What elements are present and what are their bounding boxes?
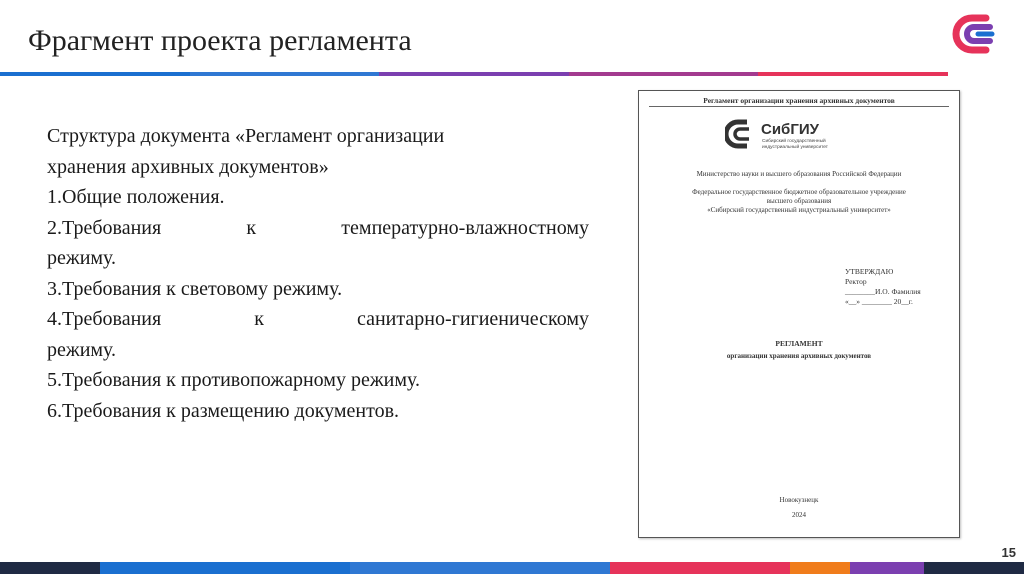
structure-text: [47, 121, 589, 426]
logo-text: СибГИУ: [761, 121, 819, 138]
university-logo-icon: [952, 10, 1000, 58]
document-subtitle: организации хранения архивных документов: [726, 352, 872, 360]
list-item-continuation: режиму.: [47, 247, 117, 269]
intro-line: хранения архивных документов»: [47, 155, 329, 178]
institution-line: высшего образования: [766, 197, 832, 205]
signature-line: ________И.О. Фамилия: [845, 287, 921, 296]
intro-line: Структура документа «Регламент организации: [47, 125, 445, 147]
year: 2024: [792, 511, 806, 519]
logo-subtitle: индустриальный университет: [762, 145, 828, 150]
approve-label: УТВЕРЖДАЮ: [845, 267, 894, 276]
list-item: 4.Требования к санитарно-гигиеническому: [47, 308, 589, 330]
institution-line: Федеральное государственное бюджетное образовательное учреждение: [692, 188, 906, 196]
list-item: 5.Требования к противопожарному режиму.: [47, 369, 421, 391]
city: Новокузнецк: [779, 496, 819, 504]
approval-block: [845, 267, 921, 307]
bottom-bar: [0, 562, 1024, 574]
list-item: 6.Требования к размещению документов.: [47, 399, 400, 422]
document-preview: [638, 90, 960, 538]
header-divider: [649, 106, 949, 107]
ministry-line: Министерство науки и высшего образования Российской Федерации: [696, 170, 902, 178]
list-item-continuation: режиму.: [47, 338, 117, 361]
page-number: 15: [1001, 545, 1016, 560]
slide-title: Фрагмент проекта регламента: [28, 24, 412, 57]
logo-subtitle: Сибирский государственный: [762, 139, 826, 144]
list-item: 1.Общие положения.: [47, 186, 225, 208]
top-divider: [0, 72, 948, 76]
rector-label: Ректор: [845, 277, 867, 286]
institution-line: «Сибирский государственный индустриальный университет»: [707, 206, 891, 214]
list-item: 2.Требования к температурно-влажностному: [47, 216, 589, 239]
list-item: 3.Требования к световому режиму.: [47, 277, 343, 300]
date-line: «__» ________ 20__г.: [845, 297, 913, 306]
sibgiu-logo: [725, 117, 871, 151]
document-header: Регламент организации хранения архивных документов: [703, 96, 895, 105]
document-title: РЕГЛАМЕНТ: [775, 339, 823, 348]
